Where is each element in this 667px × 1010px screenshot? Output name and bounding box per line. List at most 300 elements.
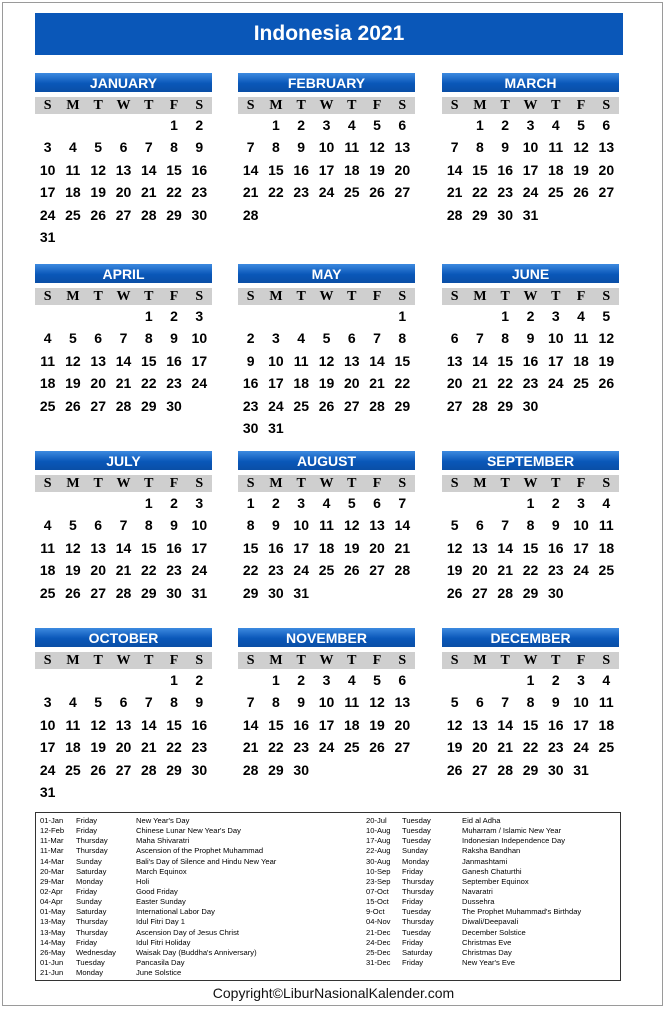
day-cell: 6: [119, 139, 128, 156]
day-cell: 18: [547, 161, 564, 178]
day-cell: 26: [598, 375, 615, 392]
day-cell: 6: [450, 330, 459, 347]
day-cell: 4: [551, 117, 560, 133]
weekday-label: W: [319, 98, 334, 113]
day-cell: 7: [119, 330, 128, 347]
day-cell: 2: [551, 495, 560, 511]
day-cell: 10: [522, 139, 539, 156]
holiday-weekday: Saturday: [402, 947, 433, 957]
week-row: [442, 327, 619, 349]
day-cell: [594, 759, 619, 781]
day-cell: 25: [293, 397, 309, 414]
day-cell: 12: [598, 330, 615, 347]
day-cell: 25: [598, 739, 615, 756]
day-cell: 7: [450, 139, 459, 156]
day-cell: [35, 417, 60, 439]
day-cell: [390, 759, 415, 781]
holiday-date: 13-May: [40, 927, 66, 937]
day-cell: 20: [369, 539, 385, 556]
weekday-label: S: [246, 98, 255, 113]
day-cell: 13: [115, 716, 132, 733]
day-cell: 17: [191, 539, 208, 556]
weekday-label: M: [473, 653, 487, 668]
weekday-label: T: [93, 653, 103, 668]
month-header: APRIL: [35, 264, 212, 283]
day-cell: [467, 305, 492, 327]
day-cell: [289, 604, 314, 626]
holiday-row: [40, 826, 276, 836]
day-cell: 13: [598, 139, 615, 156]
day-cell: 21: [497, 739, 513, 756]
day-cell: 15: [497, 352, 513, 369]
weekday-label: T: [551, 98, 561, 113]
day-cell: 28: [242, 206, 259, 223]
day-cell: [111, 604, 136, 626]
day-cell: [263, 204, 288, 226]
day-cell: 20: [394, 716, 411, 733]
day-cell: 23: [191, 184, 208, 201]
day-cell: 11: [40, 352, 56, 369]
day-cell: 4: [602, 672, 611, 688]
day-cell: 23: [268, 562, 284, 579]
weekday-label: T: [296, 289, 306, 304]
day-cell: 12: [446, 716, 463, 733]
week-row: [238, 204, 415, 226]
day-cell: 1: [170, 672, 178, 688]
weekday-label: W: [116, 289, 131, 304]
holiday-date: 10-Aug: [366, 826, 391, 836]
week-row: [35, 514, 212, 536]
week-row: [442, 305, 619, 327]
day-cell: [111, 305, 136, 327]
day-cell: [136, 417, 161, 439]
day-cell: 13: [369, 517, 385, 534]
day-cell: 3: [551, 308, 560, 324]
day-cell: 2: [195, 117, 204, 133]
day-cell: 4: [577, 308, 585, 324]
day-cell: 5: [577, 117, 585, 133]
holiday-row: [40, 968, 276, 978]
week-row: [35, 736, 212, 758]
day-cell: 12: [369, 694, 385, 711]
day-cell: [86, 669, 111, 691]
day-cell: 8: [398, 330, 407, 347]
week-row: [238, 714, 415, 736]
holiday-date: 26-May: [40, 947, 66, 957]
day-cell: 19: [446, 562, 463, 579]
day-cell: 23: [166, 375, 182, 392]
holiday-name: Ascension Day of Jesus Christ: [136, 927, 239, 937]
day-cell: 10: [293, 517, 309, 534]
day-cell: [390, 604, 415, 626]
day-cell: 13: [446, 352, 463, 369]
holiday-row: [40, 897, 276, 907]
day-cell: 30: [522, 397, 539, 414]
holiday-name: Raksha Bandhan: [462, 846, 521, 856]
weekday-header-row: [442, 97, 619, 114]
day-cell: 17: [573, 539, 589, 556]
day-cell: 9: [526, 330, 535, 347]
day-cell: [289, 417, 314, 439]
day-cell: [60, 669, 85, 691]
day-cell: 18: [39, 375, 56, 392]
day-cell: 30: [242, 419, 259, 436]
day-cell: 22: [166, 184, 182, 201]
day-cell: 7: [398, 495, 407, 511]
day-cell: 15: [140, 352, 157, 369]
day-cell: 25: [598, 562, 615, 579]
holiday-date: 17-Aug: [366, 836, 391, 846]
week-row: [238, 736, 415, 758]
day-cell: 7: [373, 330, 381, 347]
day-cell: 25: [39, 584, 56, 601]
day-cell: 29: [242, 584, 259, 601]
day-cell: [390, 781, 415, 803]
day-cell: 27: [115, 206, 132, 223]
holiday-row: [40, 917, 276, 927]
day-cell: 3: [577, 495, 585, 511]
day-cell: 20: [115, 739, 132, 756]
day-cell: 9: [501, 139, 510, 156]
day-cell: 29: [394, 397, 411, 414]
day-cell: 11: [65, 161, 81, 178]
week-row: [35, 559, 212, 581]
day-cell: 9: [272, 517, 280, 534]
day-cell: [111, 417, 136, 439]
day-cell: [543, 604, 568, 626]
week-row: [442, 736, 619, 758]
holiday-row: [40, 846, 276, 856]
day-cell: 10: [573, 694, 589, 711]
day-cell: 22: [268, 184, 284, 201]
day-cell: 8: [501, 330, 510, 347]
week-row: [442, 226, 619, 248]
day-cell: 24: [573, 739, 589, 756]
day-cell: 7: [144, 694, 153, 711]
weekday-label: T: [144, 653, 154, 668]
day-cell: 29: [140, 584, 157, 601]
day-cell: 14: [446, 161, 463, 178]
day-cell: 8: [526, 694, 535, 711]
month-april: [35, 264, 212, 439]
day-cell: 4: [347, 117, 356, 133]
day-cell: 19: [573, 161, 589, 178]
month-may: [238, 264, 415, 439]
day-cell: 13: [394, 694, 411, 711]
day-cell: [60, 781, 85, 803]
day-cell: 12: [90, 716, 106, 733]
day-cell: [467, 781, 492, 803]
day-cell: 1: [144, 308, 153, 324]
week-row: [238, 327, 415, 349]
weekday-label: M: [473, 289, 487, 304]
weekday-label: W: [116, 476, 131, 491]
week-row: [442, 604, 619, 626]
day-cell: 21: [394, 539, 411, 556]
day-cell: 31: [522, 206, 539, 223]
day-cell: [314, 604, 339, 626]
day-cell: 9: [195, 694, 204, 711]
day-cell: 4: [347, 672, 356, 688]
holiday-weekday: Thursday: [76, 846, 108, 856]
day-cell: 14: [115, 352, 132, 369]
holiday-row: [366, 948, 581, 958]
holiday-weekday: Saturday: [76, 907, 107, 917]
day-cell: 6: [602, 117, 611, 133]
week-row: [35, 714, 212, 736]
week-row: [238, 781, 415, 803]
day-cell: 16: [166, 539, 182, 556]
day-cell: 17: [39, 184, 56, 201]
holiday-weekday: Friday: [76, 816, 98, 825]
holiday-date: 24-Dec: [366, 937, 391, 947]
week-row: [442, 537, 619, 559]
day-cell: 8: [272, 694, 280, 711]
week-row: [442, 781, 619, 803]
weekday-label: M: [66, 289, 80, 304]
day-cell: [339, 604, 364, 626]
day-cell: 9: [246, 352, 255, 369]
week-row: [35, 604, 212, 626]
week-row: [35, 582, 212, 604]
day-cell: [364, 781, 389, 803]
day-cell: 5: [94, 694, 103, 711]
day-cell: [339, 781, 364, 803]
day-cell: 7: [476, 330, 484, 347]
holiday-name: June Solstice: [136, 968, 182, 978]
holiday-weekday: Monday: [76, 968, 104, 978]
day-cell: [594, 604, 619, 626]
day-cell: 26: [369, 184, 385, 201]
week-row: [35, 114, 212, 136]
day-cell: [238, 781, 263, 803]
weekday-label: S: [43, 289, 52, 304]
week-row: [238, 537, 415, 559]
day-cell: 26: [343, 562, 360, 579]
day-cell: [467, 226, 492, 248]
weekday-label: S: [195, 653, 204, 668]
day-cell: 17: [547, 352, 564, 369]
day-cell: 8: [170, 694, 178, 711]
week-row: [238, 759, 415, 781]
day-cell: 26: [369, 739, 385, 756]
week-row: [238, 159, 415, 181]
weekday-label: S: [246, 476, 255, 491]
month-november: [238, 628, 415, 803]
day-cell: [493, 492, 518, 514]
weekday-label: T: [347, 476, 357, 491]
day-cell: 27: [472, 584, 488, 601]
day-cell: [60, 305, 85, 327]
week-row: [238, 417, 415, 439]
week-row: [35, 781, 212, 803]
day-cell: 2: [170, 308, 178, 324]
week-row: [35, 537, 212, 559]
weekday-label: T: [296, 98, 306, 113]
day-cell: [35, 492, 60, 514]
day-cell: 21: [242, 184, 259, 201]
day-cell: 18: [598, 539, 615, 556]
weekday-label: S: [195, 476, 204, 491]
day-cell: 13: [472, 716, 488, 733]
day-cell: 13: [115, 161, 132, 178]
day-cell: 24: [522, 184, 539, 201]
holiday-row: [40, 948, 276, 958]
day-cell: [35, 305, 60, 327]
day-cell: [467, 669, 492, 691]
week-row: [35, 417, 212, 439]
holiday-date: 10-Sep: [366, 866, 391, 876]
holiday-date: 25-Dec: [366, 947, 391, 957]
week-row: [238, 492, 415, 514]
day-cell: 30: [547, 761, 564, 778]
holiday-weekday: Tuesday: [402, 836, 431, 846]
week-row: [442, 559, 619, 581]
day-cell: 30: [293, 761, 309, 778]
week-row: [238, 136, 415, 158]
day-cell: 3: [322, 117, 331, 133]
holiday-row: [40, 928, 276, 938]
week-row: [442, 204, 619, 226]
weekday-label: W: [116, 653, 131, 668]
month-december: [442, 628, 619, 803]
day-cell: 8: [526, 517, 535, 534]
holiday-weekday: Friday: [402, 957, 424, 967]
day-cell: [442, 604, 467, 626]
weekday-header-row: [442, 652, 619, 669]
day-cell: 10: [268, 352, 284, 369]
holiday-name: Waisak Day (Buddha's Anniversary): [136, 947, 257, 957]
day-cell: 7: [246, 139, 255, 156]
week-row: [35, 350, 212, 372]
day-cell: [442, 669, 467, 691]
day-cell: 26: [90, 761, 106, 778]
weekday-label: T: [500, 289, 510, 304]
holiday-date: 14-May: [40, 937, 66, 947]
holiday-date: 04-Apr: [40, 897, 63, 907]
day-cell: [161, 781, 186, 803]
weekday-label: S: [195, 289, 204, 304]
day-cell: 3: [195, 308, 204, 324]
holiday-row: [40, 816, 276, 826]
day-cell: 13: [90, 352, 106, 369]
day-cell: 5: [69, 517, 77, 534]
day-cell: 31: [39, 228, 56, 245]
day-cell: [442, 492, 467, 514]
day-cell: 15: [268, 716, 284, 733]
holiday-name: Diwali/Deepavali: [462, 917, 519, 927]
weekday-label: S: [450, 653, 459, 668]
day-cell: 23: [293, 184, 309, 201]
holiday-name: December Solstice: [462, 927, 526, 937]
day-cell: 5: [322, 330, 331, 347]
month-march: [442, 73, 619, 248]
week-row: [238, 395, 415, 417]
holiday-date: 07-Oct: [366, 886, 389, 896]
holiday-weekday: Friday: [76, 937, 98, 947]
day-cell: 17: [318, 716, 335, 733]
day-cell: [339, 305, 364, 327]
weekday-label: S: [602, 289, 611, 304]
day-cell: 19: [65, 562, 81, 579]
weekday-label: M: [269, 98, 283, 113]
week-row: [442, 417, 619, 439]
day-cell: 19: [369, 716, 385, 733]
day-cell: [238, 669, 263, 691]
holiday-name: Idul Fitri Day 1: [136, 917, 185, 927]
day-cell: [60, 226, 85, 248]
day-cell: 6: [347, 330, 356, 347]
month-january: [35, 73, 212, 248]
day-cell: 28: [140, 206, 157, 223]
day-cell: 27: [115, 761, 132, 778]
day-cell: 22: [394, 375, 411, 392]
day-cell: [568, 226, 593, 248]
day-cell: 4: [297, 330, 306, 347]
day-cell: [60, 492, 85, 514]
day-cell: 16: [293, 716, 309, 733]
weekday-label: T: [144, 289, 154, 304]
day-cell: [442, 417, 467, 439]
day-cell: [364, 604, 389, 626]
day-cell: 3: [43, 139, 52, 156]
day-cell: 12: [573, 139, 589, 156]
week-row: [238, 350, 415, 372]
day-cell: 26: [65, 584, 81, 601]
holiday-date: 01-Jan: [40, 816, 64, 825]
weekday-label: S: [450, 289, 459, 304]
day-cell: [314, 226, 339, 248]
day-cell: 29: [497, 397, 513, 414]
holiday-row: [366, 836, 581, 846]
holiday-weekday: Sunday: [76, 897, 102, 907]
holiday-date: 20-Jul: [366, 816, 387, 825]
day-cell: 29: [140, 397, 157, 414]
day-cell: [568, 604, 593, 626]
day-cell: [364, 226, 389, 248]
day-cell: 31: [39, 783, 56, 800]
holiday-name: Ganesh Chaturthi: [462, 866, 522, 876]
weekday-label: T: [93, 476, 103, 491]
day-cell: [493, 604, 518, 626]
holiday-row: [40, 867, 276, 877]
day-cell: 6: [119, 694, 128, 711]
day-cell: 16: [268, 539, 284, 556]
holiday-name: March Equinox: [136, 866, 187, 876]
weekday-label: S: [602, 653, 611, 668]
holiday-weekday: Wednesday: [76, 947, 116, 957]
weekday-label: M: [66, 98, 80, 113]
holiday-row: [366, 917, 581, 927]
day-cell: 7: [119, 517, 128, 534]
day-cell: 12: [318, 352, 335, 369]
day-cell: [364, 417, 389, 439]
week-row: [238, 305, 415, 327]
holiday-date: 04-Nov: [366, 917, 391, 927]
day-cell: [314, 305, 339, 327]
day-cell: 29: [522, 584, 539, 601]
day-cell: [161, 417, 186, 439]
day-cell: 18: [573, 352, 589, 369]
day-cell: [263, 604, 288, 626]
holiday-row: [40, 877, 276, 887]
day-cell: [60, 604, 85, 626]
weekday-label: W: [523, 653, 538, 668]
holiday-date: 14-Mar: [40, 856, 65, 866]
weekday-label: T: [347, 653, 357, 668]
weekday-label: S: [398, 98, 407, 113]
weekday-label: W: [523, 98, 538, 113]
